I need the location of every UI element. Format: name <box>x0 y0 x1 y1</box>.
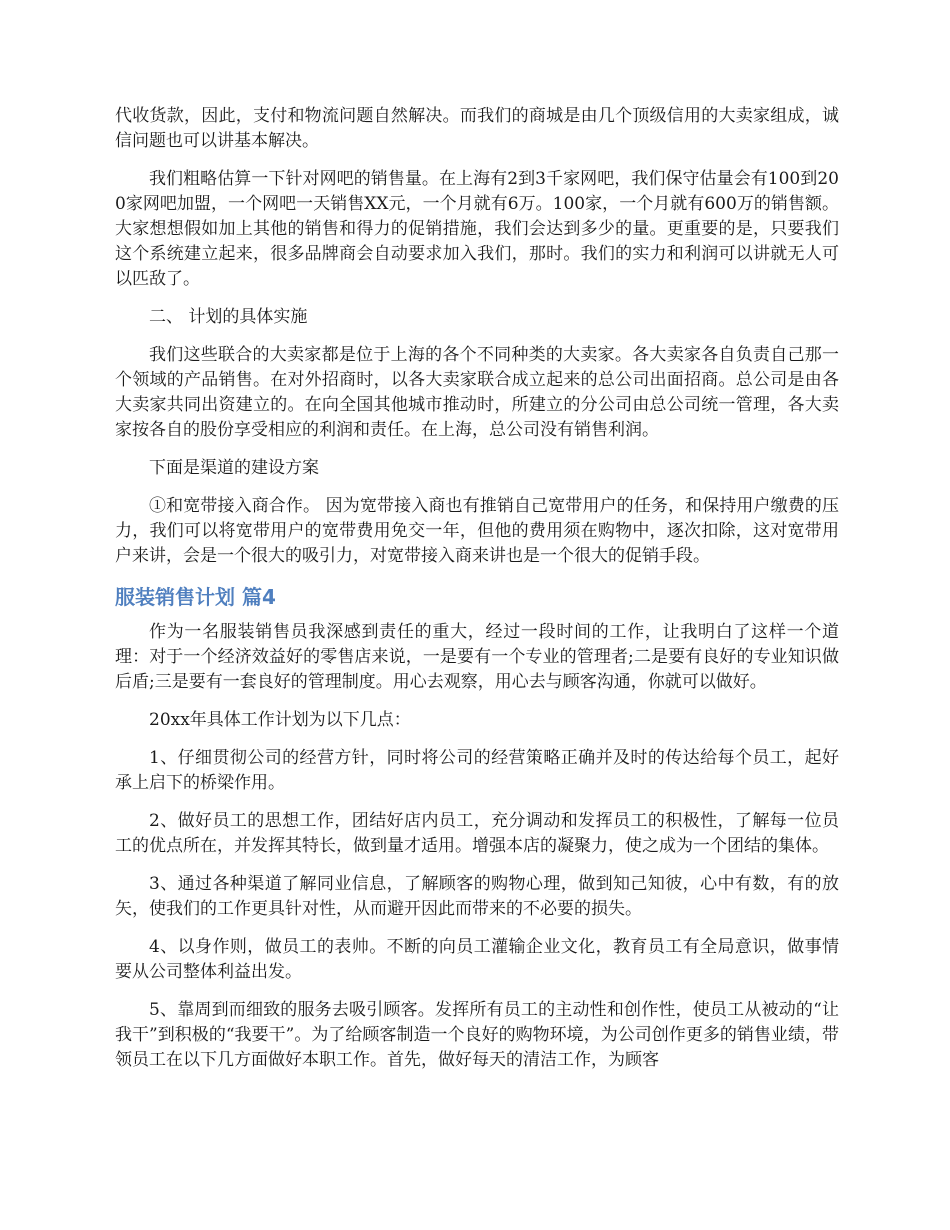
paragraph: 20xx年具体工作计划为以下几点： <box>149 710 411 730</box>
paragraph: 下面是渠道的建设方案 <box>149 458 319 478</box>
list-item: 4、以身作则，做员工的表帅。不断的向员工灌输企业文化，教育员工有全局意识，做事情要从公司整体利益出发。 <box>115 937 839 982</box>
paragraph: 作为一名服装销售员我深感到责任的重大，经过一段时间的工作，让我明白了这样一个道理：对于一个经济效益好的零售店来说，一是要有一个专业的管理者;二是要有良好的专业知识做后盾;三是要有一套良好的管理制度。用心去观察，用心去与顾客沟通，你就可以做好。 <box>115 622 839 692</box>
section-subheading: 二、 计划的具体实施 <box>149 307 308 327</box>
paragraph: 我们粗略估算一下针对网吧的销售量。在上海有2到3千家网吧，我们保守估量会有100到200家网吧加盟，一个网吧一天销售XX元，一个月就有6万。100家，一个月就有600万的销售额。大家想想假如加上其他的销售和得力的促销措施，我们会达到多少的量。更重要的是，只要我们这个系统建立起来，很多品牌商会自动要求加入我们，那时。我们的实力和利润可以讲就无人可以匹敌了。 <box>115 169 839 289</box>
document-page <box>115 104 839 1086</box>
list-item: 2、做好员工的思想工作，团结好店内员工，充分调动和发挥员工的积极性，了解每一位员工的优点所在，并发挥其特长，做到量才适用。增强本店的凝聚力，使之成为一个团结的集体。 <box>115 811 839 856</box>
section-heading: 服装销售计划 篇4 <box>115 585 276 609</box>
list-item: 5、靠周到而细致的服务去吸引顾客。发挥所有员工的主动性和创作性，使员工从被动的“让我干”到积极的“我要干”。为了给顾客制造一个良好的购物环境，为公司创作更多的销售业绩，带领员工在以下几方面做好本职工作。首先，做好每天的清洁工作，为顾客 <box>115 1000 839 1070</box>
paragraph: 我们这些联合的大卖家都是位于上海的各个不同种类的大卖家。各大卖家各自负责自己那一个领域的产品销售。在对外招商时，以各大卖家联合成立起来的总公司出面招商。总公司是由各大卖家共同出资建立的。在向全国其他城市推动时，所建立的分公司由总公司统一管理，各大卖家按各自的股份享受相应的利润和责任。在上海，总公司没有销售利润。 <box>115 345 839 440</box>
paragraph: 代收货款，因此，支付和物流问题自然解决。而我们的商城是由几个顶级信用的大卖家组成，诚信问题也可以讲基本解决。 <box>115 106 839 151</box>
list-item: 1、仔细贯彻公司的经营方针，同时将公司的经营策略正确并及时的传达给每个员工，起好承上启下的桥梁作用。 <box>115 748 839 793</box>
list-item: 3、通过各种渠道了解同业信息，了解顾客的购物心理，做到知己知彼，心中有数，有的放矢，使我们的工作更具针对性，从而避开因此而带来的不必要的损失。 <box>115 874 839 919</box>
paragraph: ①和宽带接入商合作。 因为宽带接入商也有推销自己宽带用户的任务，和保持用户缴费的压力，我们可以将宽带用户的宽带费用免交一年，但他的费用须在购物中，逐次扣除，这对宽带用户来讲，会是一个很大的吸引力，对宽带接入商来讲也是一个很大的促销手段。 <box>115 496 839 566</box>
